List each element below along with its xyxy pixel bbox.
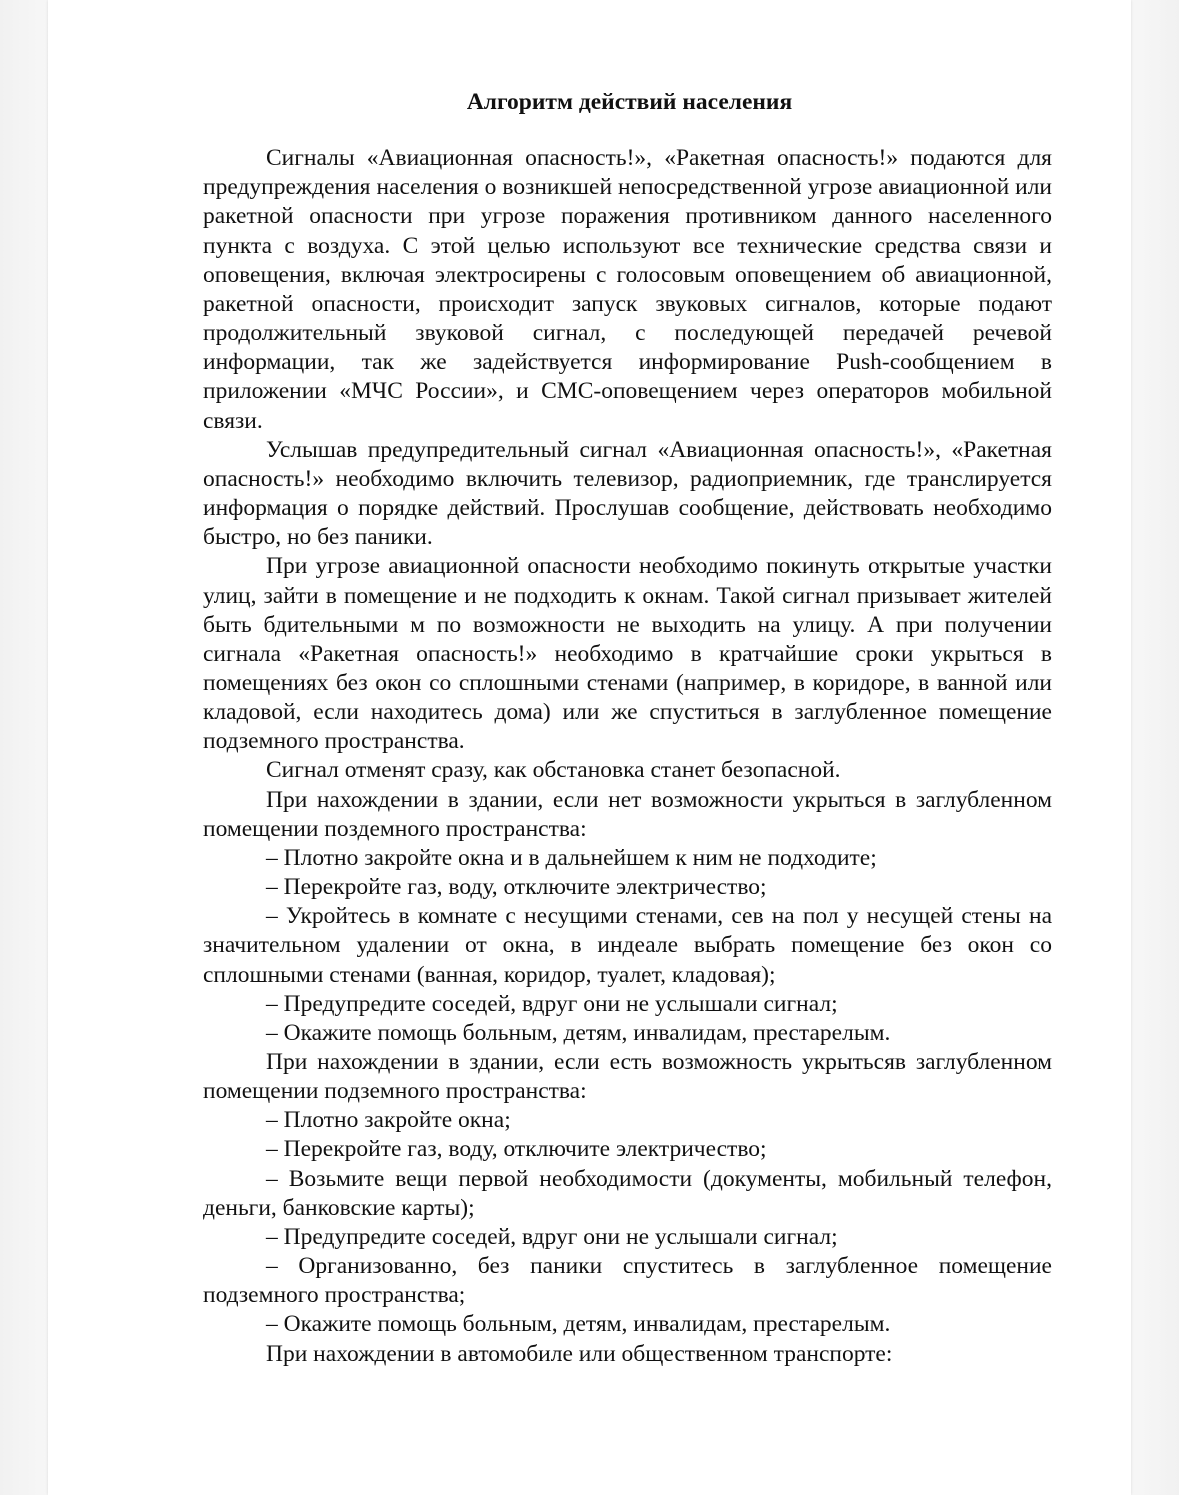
paragraph-building-with-shelter: При нахождении в здании, если есть возможность укрытьсяв заглубленном помещении подземного пространства:	[203, 1049, 1052, 1105]
paragraph-in-vehicle: При нахождении в автомобиле или общественном транспорте:	[266, 1340, 893, 1367]
left-margin-area	[0, 0, 48, 1495]
list-item: – Плотно закройте окна;	[266, 1107, 511, 1134]
list-item: – Предупредите соседей, вдруг они не услышали сигнал;	[266, 990, 838, 1017]
right-margin-area	[1131, 0, 1179, 1495]
document-title: Алгоритм действий населения	[466, 89, 793, 115]
list-item: – Плотно закройте окна и в дальнейшем к ним не подходите;	[266, 844, 877, 871]
list-item: – Возьмите вещи первой необходимости (документы, мобильный телефон, деньги, банковские карты);	[203, 1165, 1052, 1221]
list-item: – Предупредите соседей, вдруг они не услышали сигнал;	[266, 1223, 838, 1250]
list-item: – Окажите помощь больным, детям, инвалидам, престарелым.	[266, 1311, 891, 1338]
document-body	[203, 88, 1052, 1369]
list-item: – Перекройте газ, воду, отключите электричество;	[266, 874, 767, 901]
list-item: – Окажите помощь больным, детям, инвалидам, престарелым.	[266, 1019, 891, 1046]
paragraph-signal-cancel: Сигнал отменят сразу, как обстановка станет безопасной.	[266, 757, 841, 784]
paragraph-air-threat: При угрозе авиационной опасности необходимо покинуть открытые участки улиц, зайти в помещение и не подходить к окнам. Такой сигнал призывает жителей быть бдительными м по возможности не выходить на улицу. А при получении сигнала «Ракетная опасность!» необходимо в кратчайшие сроки укрыться в помещениях без окон со сплошными стенами (например, в коридоре, в ванной или кладовой, если находитесь дома) или же спуститься в заглубленное помещение подземного пространства.	[203, 553, 1052, 755]
paragraph-signals-intro: Сигналы «Авиационная опасность!», «Ракетная опасность!» подаются для предупреждения населения о возникшей непосредственной угрозе авиационной или ракетной опасности при угрозе поражения противником данного населенного пункта с воздуха. С этой целью используют все технические средства связи и оповещения, включая электросирены с голосовым оповещением об авиационной, ракетной опасности, происходит запуск звуковых сигналов, которые подают продолжительный звуковой сигнал, с последующей передачей речевой информации, так же задействуется информирование Push-сообщением в приложении «МЧС России», и СМС-оповещением через операторов мобильной связи.	[203, 145, 1052, 434]
list-item: – Укройтесь в комнате с несущими стенами, сев на пол у несущей стены на значительном удалении от окна, в индеале выбрать помещение без окон со сплошными стенами (ванная, коридор, туалет, кладовая);	[203, 903, 1052, 988]
list-item: – Организованно, без паники спуститесь в заглубленное помещение подземного пространства;	[203, 1253, 1052, 1309]
document-page	[48, 0, 1131, 1495]
list-item: – Перекройте газ, воду, отключите электричество;	[266, 1136, 767, 1163]
paragraph-building-no-shelter: При нахождении в здании, если нет возможности укрыться в заглубленном помещении поздемного пространства:	[203, 786, 1052, 842]
paragraph-on-hearing-signal: Услышав предупредительный сигнал «Авиационная опасность!», «Ракетная опасность!» необходимо включить телевизор, радиоприемник, где транслируется информация о порядке действий. Прослушав сообщение, действовать необходимо быстро, но без паники.	[203, 436, 1052, 551]
